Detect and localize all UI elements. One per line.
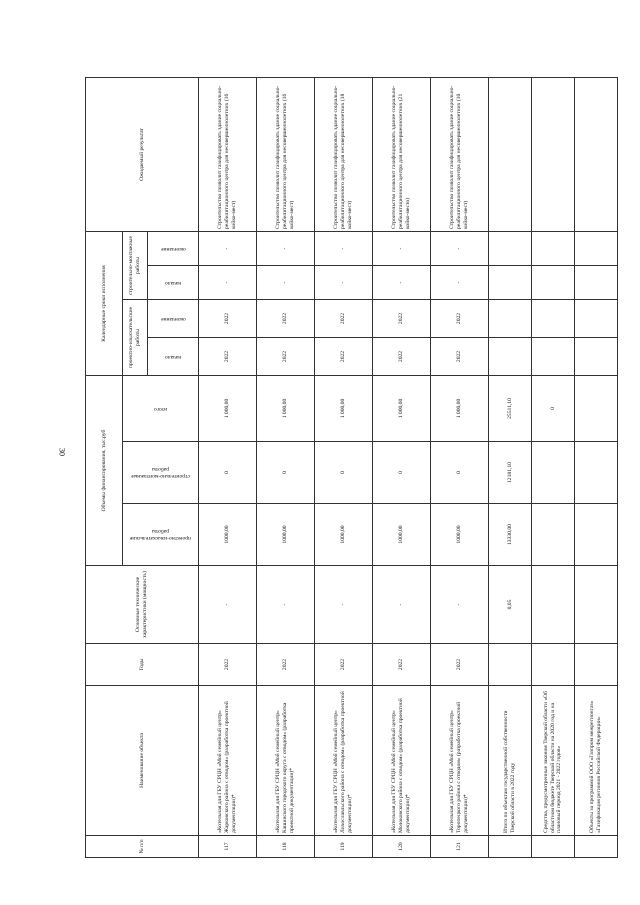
table-row — [373, 78, 431, 858]
row-characteristics: - — [373, 566, 431, 644]
row-name: «Котельная для ГБУ СРЦН «Мой семейный центр» Жарковского района с отводом» (разработка проектной документации)* — [199, 686, 257, 836]
row-construction-end: - — [373, 232, 431, 266]
summary-row — [489, 78, 532, 858]
objects-table — [85, 77, 618, 858]
summary-empty — [489, 232, 532, 266]
header-schedule: Календарные сроки исполнения — [86, 232, 123, 376]
header-name: Наименование объекта — [86, 686, 199, 836]
header-funding-construction: строительно-монтажные работы — [123, 442, 199, 504]
header-num: № п/п — [86, 836, 199, 858]
row-num: 120 — [373, 836, 431, 858]
row-construction-end: - — [431, 232, 489, 266]
summary-funding-design: 13330,00 — [489, 504, 532, 566]
row-design-start: 2022 — [315, 338, 373, 376]
row-characteristics: - — [315, 566, 373, 644]
summary-characteristics — [532, 566, 575, 644]
row-construction-start: - — [431, 266, 489, 300]
row-funding-construction: 0 — [257, 442, 315, 504]
row-name: «Котельная для ГБУ СРЦН «Мой семейный центр» Торопецкого района с отводом» (разработка проектной документации)* — [431, 686, 489, 836]
summary-funding-total: 25511,10 — [489, 376, 532, 442]
summary-empty — [489, 266, 532, 300]
row-design-end: 2022 — [315, 300, 373, 338]
row-funding-design: 1000,00 — [199, 504, 257, 566]
row-funding-total: 1 000,00 — [431, 376, 489, 442]
row-name: «Котельная для ГБУ СРЦН «Мой семейный центр» Молоковского района с отводом» (разработка проектной документации)* — [373, 686, 431, 836]
header-result: Ожидаемый результат — [86, 78, 199, 232]
table-row — [257, 78, 315, 858]
header-schedule-construction: строительно-монтажные работы — [123, 232, 148, 300]
summary-funding-total: 0 — [532, 376, 575, 442]
summary-year — [532, 644, 575, 686]
row-num: 121 — [431, 836, 489, 858]
summary-row — [575, 78, 618, 858]
summary-funding-construction — [532, 442, 575, 504]
summary-label: Объекты за программой ООО «Газпром межрегионгаз» «Газификация регионов Российской Федерации» — [575, 686, 618, 836]
header-years: Годы — [86, 644, 199, 686]
row-construction-end: - — [315, 232, 373, 266]
row-funding-total: 1 000,00 — [257, 376, 315, 442]
row-result: Строительство позволит газифицировать здание социально-реабилитационного центра для несовершеннолетних (21 койко-место) — [373, 78, 431, 232]
row-result: Строительство позволит газифицировать здание социально-реабилитационного центра для несовершеннолетних (16 койко-мест) — [199, 78, 257, 232]
summary-funding-construction — [575, 442, 618, 504]
summary-year — [575, 644, 618, 686]
summary-empty — [575, 266, 618, 300]
row-construction-start: - — [257, 266, 315, 300]
row-num: 119 — [315, 836, 373, 858]
row-construction-start: - — [315, 266, 373, 300]
row-construction-end: - — [257, 232, 315, 266]
row-characteristics: - — [257, 566, 315, 644]
summary-funding-design — [532, 504, 575, 566]
row-funding-total: 1 000,00 — [373, 376, 431, 442]
summary-empty — [532, 266, 575, 300]
row-design-start: 2022 — [199, 338, 257, 376]
summary-funding-construction: 12181,10 — [489, 442, 532, 504]
summary-empty — [489, 338, 532, 376]
row-year: 2022 — [257, 644, 315, 686]
header-funding: Объемы финансирования, тыс.руб — [86, 376, 123, 566]
header-schedule-design: проектно-изыскательские работы — [123, 300, 148, 376]
row-result: Строительство позволит газифицировать здание социально-реабилитационного центра для несовершеннолетних (18 койко-мест) — [315, 78, 373, 232]
summary-empty — [575, 232, 618, 266]
row-funding-design: 1000,00 — [373, 504, 431, 566]
summary-label: Итого по объектам государственной собственности Тверской области в 2022 году — [489, 686, 532, 836]
row-funding-construction: 0 — [373, 442, 431, 504]
page-number: 30 — [57, 448, 67, 456]
summary-characteristics: 0,05 — [489, 566, 532, 644]
row-funding-design: 1000,00 — [257, 504, 315, 566]
summary-empty — [532, 78, 575, 232]
row-name: «Котельная для ГБУ СРЦН «Мой семейный центр» Кашинского городского округа с отводом» (разработка проектной документации)* — [257, 686, 315, 836]
row-year: 2022 — [199, 644, 257, 686]
summary-empty — [575, 300, 618, 338]
row-num: 117 — [199, 836, 257, 858]
summary-empty — [489, 300, 532, 338]
row-design-end: 2022 — [257, 300, 315, 338]
summary-empty — [575, 78, 618, 232]
row-funding-total: 1 000,00 — [199, 376, 257, 442]
row-funding-total: 1 000,00 — [315, 376, 373, 442]
table-row — [431, 78, 489, 858]
row-funding-construction: 0 — [431, 442, 489, 504]
summary-funding-design — [575, 504, 618, 566]
row-construction-end: - — [199, 232, 257, 266]
header-construction-start: начало — [148, 266, 199, 300]
row-year: 2022 — [431, 644, 489, 686]
row-design-end: 2022 — [373, 300, 431, 338]
summary-empty — [575, 338, 618, 376]
table-row — [199, 78, 257, 858]
header-construction-end: окончание — [148, 232, 199, 266]
row-design-start: 2022 — [373, 338, 431, 376]
row-characteristics: - — [199, 566, 257, 644]
summary-num — [575, 836, 618, 858]
row-characteristics: - — [431, 566, 489, 644]
row-result: Строительство позволит газифицировать здание социально-реабилитационного центра для несовершеннолетних (10 койко-мест) — [431, 78, 489, 232]
row-result: Строительство позволит газифицировать здание социально-реабилитационного центра для несовершеннолетних (16 койко-мест) — [257, 78, 315, 232]
summary-empty — [489, 78, 532, 232]
summary-empty — [532, 232, 575, 266]
row-year: 2022 — [315, 644, 373, 686]
summary-empty — [532, 338, 575, 376]
summary-num — [489, 836, 532, 858]
summary-characteristics — [575, 566, 618, 644]
summary-label: Средства, предусмотренные законом Тверской области «Об областном бюджете Тверской области на 2020 год и на плановый период 2021 - 2022 годов» — [532, 686, 575, 836]
summary-num — [532, 836, 575, 858]
header-row-1 — [86, 78, 123, 858]
row-name: «Котельная для ГБУ СРЦН «Мой семейный центр» Лихославльского района с отводом» (разработка проектной документации)* — [315, 686, 373, 836]
row-year: 2022 — [373, 644, 431, 686]
summary-empty — [532, 300, 575, 338]
header-design-start: начало — [148, 338, 199, 376]
row-design-end: 2022 — [199, 300, 257, 338]
row-design-start: 2022 — [257, 338, 315, 376]
summary-funding-total — [575, 376, 618, 442]
row-funding-design: 1000,00 — [315, 504, 373, 566]
rotated-table-container — [85, 78, 602, 858]
header-characteristics: Основные технические характеристики (мощность) — [86, 566, 199, 644]
row-construction-start: - — [373, 266, 431, 300]
row-construction-start: - — [199, 266, 257, 300]
row-funding-construction: 0 — [199, 442, 257, 504]
summary-year — [489, 644, 532, 686]
header-funding-design: проектно-изыскательские работы — [123, 504, 199, 566]
row-design-end: 2022 — [431, 300, 489, 338]
summary-row — [532, 78, 575, 858]
table-row — [315, 78, 373, 858]
row-design-start: 2022 — [431, 338, 489, 376]
row-funding-design: 1000,00 — [431, 504, 489, 566]
row-funding-construction: 0 — [315, 442, 373, 504]
header-design-end: окончание — [148, 300, 199, 338]
row-num: 118 — [257, 836, 315, 858]
header-funding-total: итого — [123, 376, 199, 442]
